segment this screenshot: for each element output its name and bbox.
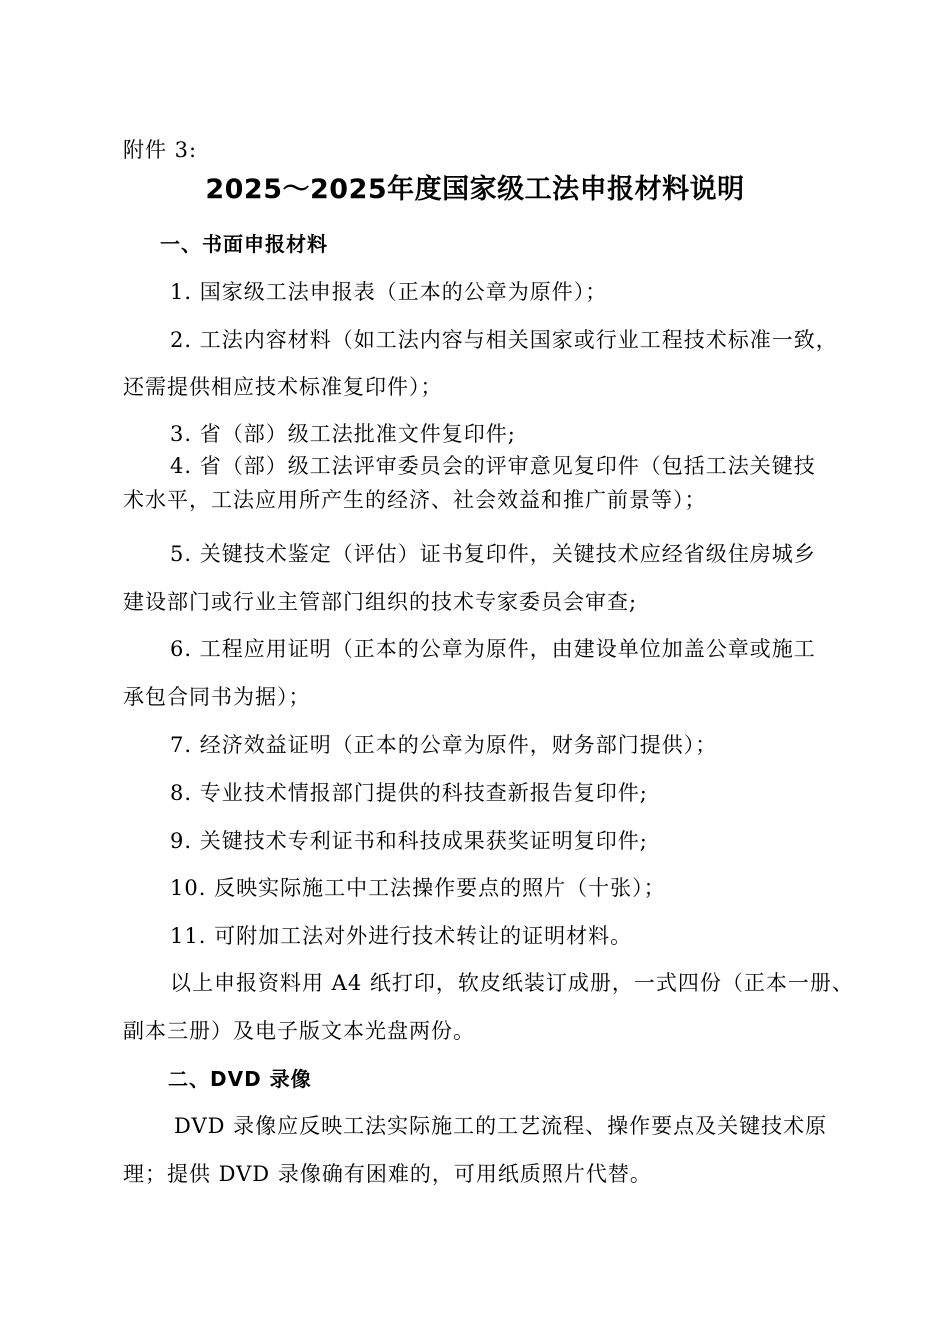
list-item-2: 2. 工法内容材料（如工法内容与相关国家或行业工程技术标准一致， <box>170 328 838 352</box>
dvd-paragraph-line-1: DVD 录像应反映工法实际施工的工艺流程、操作要点及关键技术原 <box>174 1114 828 1138</box>
list-item-10: 10. 反映实际施工中工法操作要点的照片（十张）； <box>170 876 666 900</box>
list-item-2-cont: 还需提供相应技术标准复印件）； <box>123 375 443 399</box>
list-item-6-cont: 承包合同书为据）； <box>123 685 311 709</box>
section2-heading: 二、DVD 录像 <box>168 1067 312 1091</box>
list-item-7: 7. 经济效益证明（正本的公章为原件，财务部门提供）； <box>170 733 718 757</box>
section1-heading: 一、书面申报材料 <box>160 232 328 256</box>
list-item-8: 8. 专业技术情报部门提供的科技查新报告复印件; <box>170 781 648 805</box>
page-title: 2025～2025年度国家级工法申报材料说明 <box>205 174 745 205</box>
note-line-2: 副本三册）及电子版文本光盘两份。 <box>123 1019 475 1043</box>
list-item-4: 4. 省（部）级工法评审委员会的评审意见复印件（包括工法关键技 <box>170 454 816 478</box>
list-item-5-cont: 建设部门或行业主管部门组织的技术专家委员会审查; <box>123 590 638 614</box>
list-item-9: 9. 关键技术专利证书和科技成果获奖证明复印件; <box>170 829 648 853</box>
list-item-11: 11. 可附加工法对外进行技术转让的证明材料。 <box>170 924 633 948</box>
list-item-6: 6. 工程应用证明（正本的公章为原件，由建设单位加盖公章或施工 <box>170 637 816 661</box>
list-item-3: 3. 省（部）级工法批准文件复印件; <box>170 422 516 446</box>
note-line-1: 以上申报资料用 A4 纸打印，软皮纸装订成册，一式四份（正本一册、 <box>170 971 854 995</box>
dvd-paragraph-line-2: 理；提供 DVD 录像确有困难的，可用纸质照片代替。 <box>123 1162 652 1186</box>
list-item-5: 5. 关键技术鉴定（评估）证书复印件，关键技术应经省级住房城乡 <box>170 542 816 566</box>
annex-label: 附件 3: <box>123 138 198 162</box>
list-item-4-cont: 术水平，工法应用所产生的经济、社会效益和推广前景等）； <box>123 488 707 512</box>
list-item-1: 1. 国家级工法申报表（正本的公章为原件）； <box>170 280 608 304</box>
